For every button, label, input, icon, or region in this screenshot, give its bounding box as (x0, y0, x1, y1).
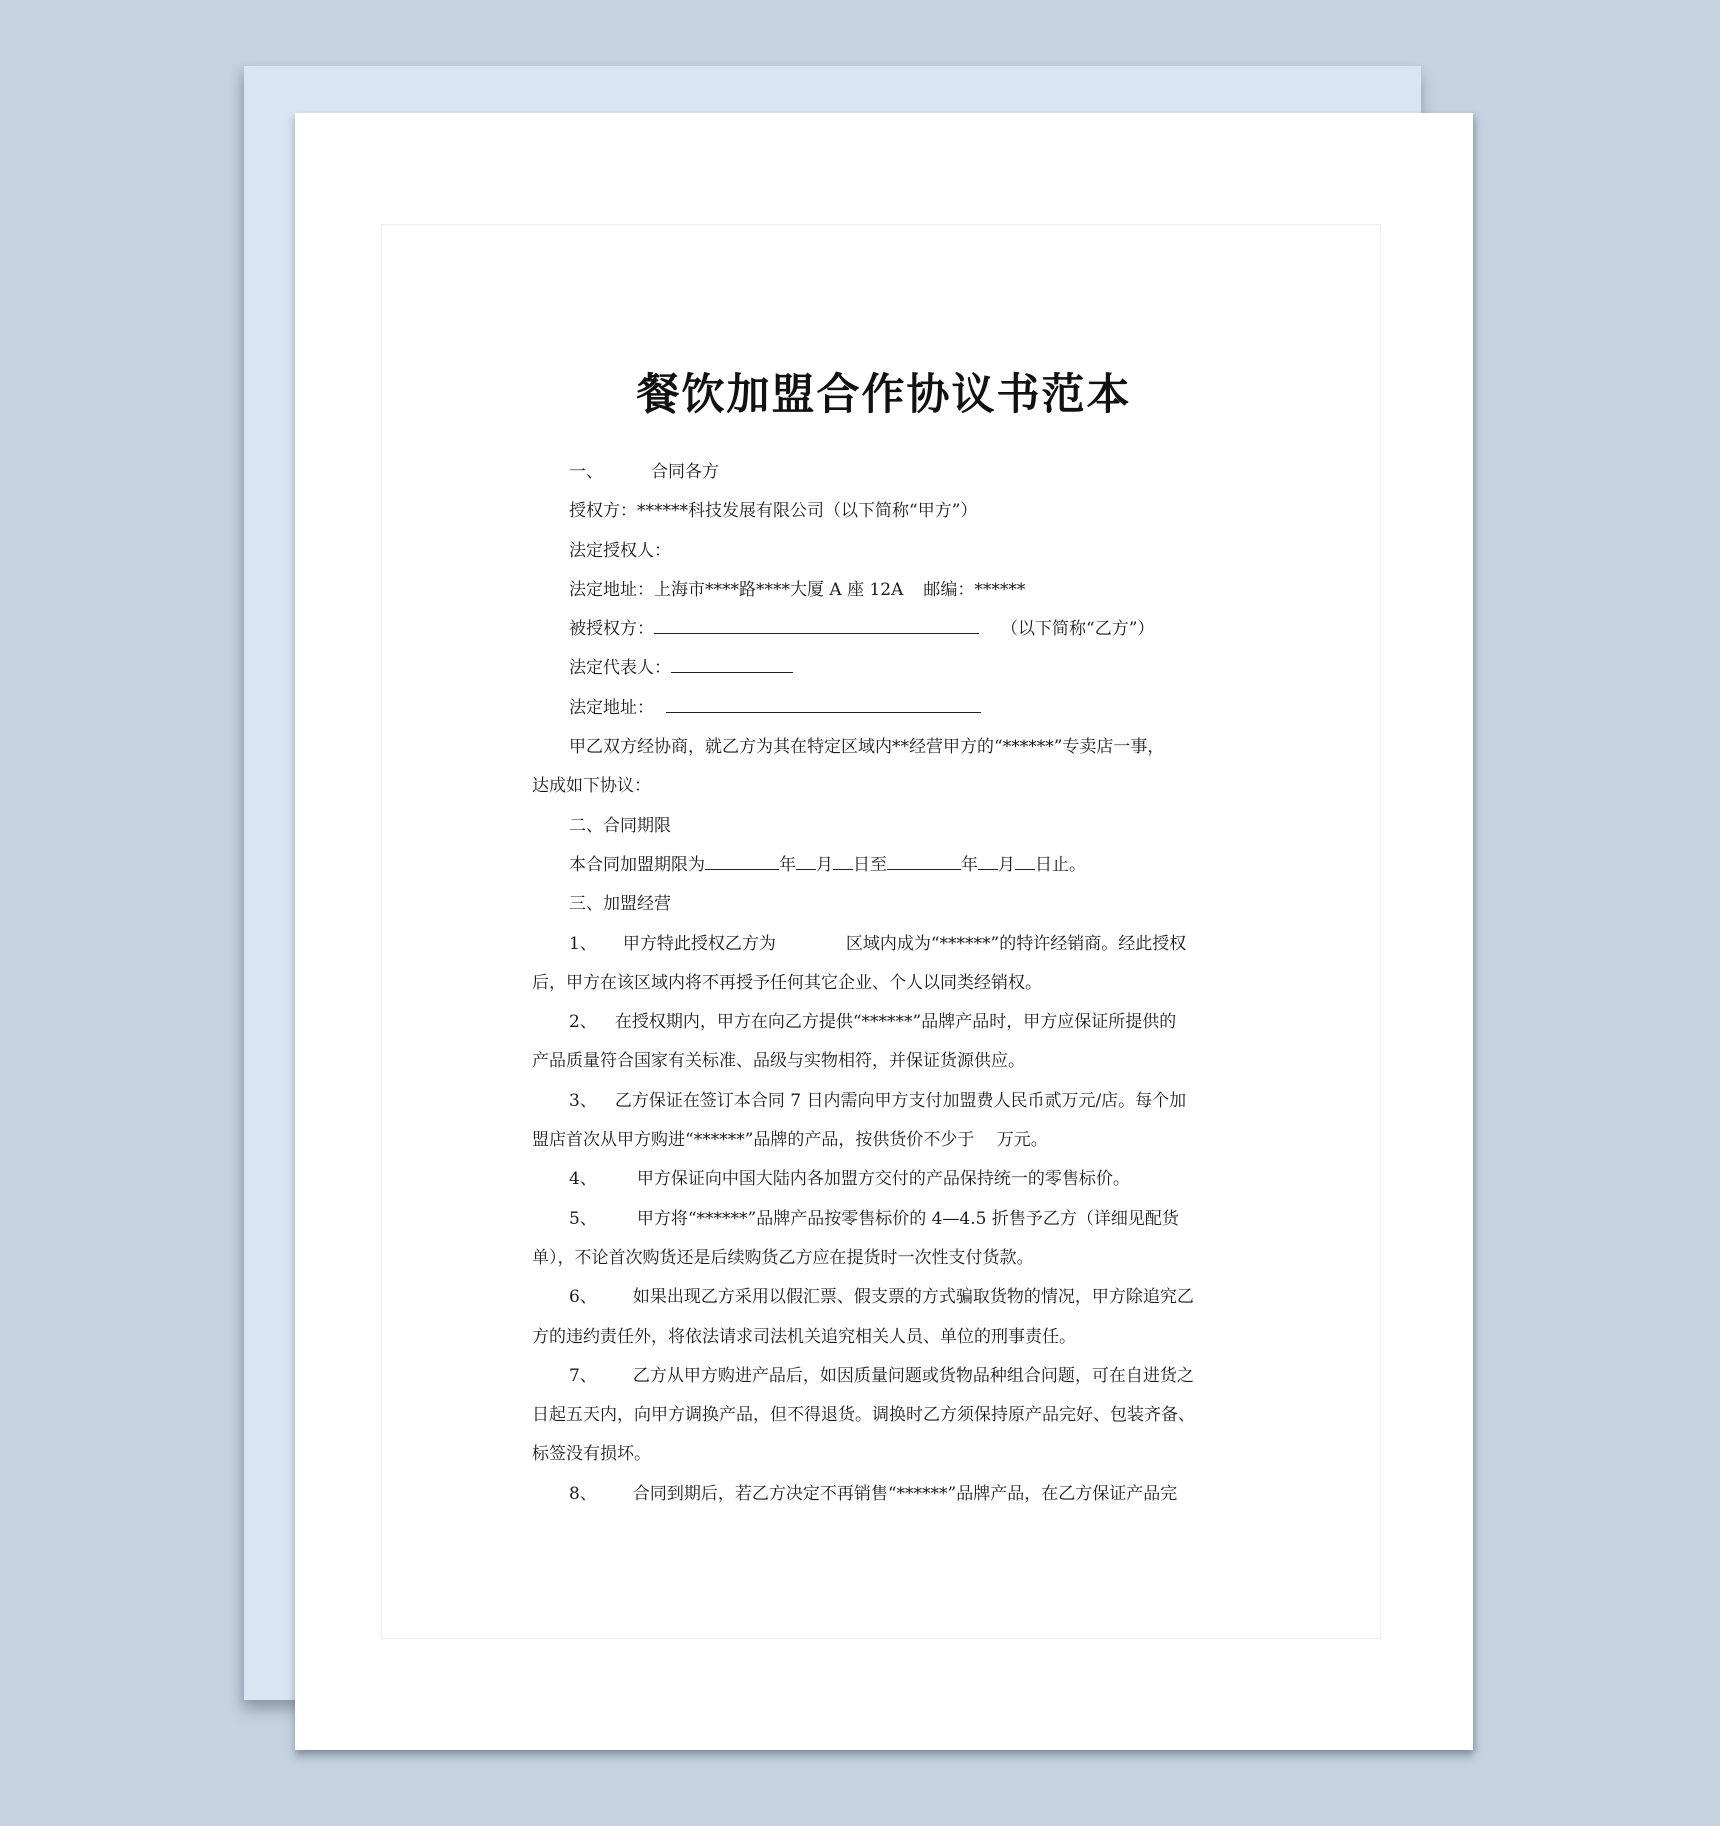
legal-authorizer-line: 法定授权人： (569, 540, 671, 561)
clause-6-line-2: 方的违约责任外，将依法请求司法机关追究相关人员、单位的刑事责任。 (532, 1326, 1076, 1347)
clause-text: 如果出现乙方采用以假汇票、假支票的方式骗取货物的情况，甲方除追究乙 (632, 1287, 1194, 1308)
preamble-line-2: 达成如下协议： (532, 776, 651, 797)
section-title: 合同各方 (651, 462, 719, 482)
term-prefix: 本合同加盟期限为 (569, 854, 705, 875)
start-month-blank (796, 851, 816, 870)
year-label: 年 (779, 854, 796, 875)
document-page (295, 113, 1473, 1750)
legal-rep-blank (671, 654, 793, 673)
licensee-suffix: （以下简称“乙方”） (1001, 619, 1155, 640)
clause-number: 5、 (569, 1208, 597, 1229)
licensee-blank (654, 615, 979, 634)
document-title: 餐饮加盟合作协议书范本 (636, 370, 1132, 420)
clause-7-line-1 (532, 1357, 1232, 1396)
clause-1-line-2: 后，甲方在该区域内将不再授予任何其它企业、个人以同类经销权。 (532, 972, 1042, 993)
legal-rep-label: 法定代表人： (569, 658, 671, 679)
legal-rep-line (532, 649, 1232, 688)
month-label: 月 (998, 854, 1015, 875)
clause-text: 合同到期后，若乙方决定不再销售“******”品牌产品，在乙方保证产品完 (632, 1483, 1178, 1504)
clause-number: 3、 (569, 1090, 597, 1111)
clause-text: 乙方从甲方购进产品后，如因质量问题或货物品种组合问题，可在自进货之 (632, 1365, 1194, 1386)
day-end-label: 日止。 (1035, 854, 1086, 875)
clause-text: 甲方特此授权乙方为 (622, 933, 776, 954)
clause-number: 7、 (569, 1365, 597, 1386)
section-number: 一、 (569, 462, 603, 482)
day-to-label: 日至 (853, 854, 887, 875)
clause-number: 6、 (569, 1287, 597, 1308)
start-year-blank (705, 851, 779, 870)
clause-8-line-1 (532, 1475, 1232, 1514)
address2-label: 法定地址： (569, 697, 654, 718)
clause-3-line-2: 盟店首次从甲方购进“******”品牌的产品，按供货价不少于 万元。 (532, 1130, 1048, 1151)
clause-2-line-2: 产品质量符合国家有关标准、品级与实物相符，并保证货源供应。 (532, 1051, 1025, 1072)
clause-text: 乙方保证在签订本合同 7 日内需向甲方支付加盟费人民币贰万元/店。每个加 (614, 1090, 1187, 1111)
section-heading-2: 二、合同期限 (569, 815, 671, 836)
clause-2-line-1 (532, 1003, 1232, 1042)
postcode-text: 邮编：****** (923, 579, 1026, 600)
licensee-label: 被授权方： (569, 619, 654, 640)
section-heading-3: 三、加盟经营 (569, 894, 671, 915)
clause-5-line-2: 单），不论首次购货还是后续购货乙方应在提货时一次性支付货款。 (532, 1247, 1034, 1268)
licensee-line (532, 610, 1232, 649)
clause-text: 区域内成为“******”的特许经销商。经此授权 (845, 933, 1187, 954)
document-body (532, 453, 1232, 1514)
start-day-blank (833, 851, 853, 870)
clause-text: 甲方将“******”品牌产品按零售标价的 4—4.5 折售予乙方（详细见配货 (636, 1208, 1179, 1229)
clause-number: 4、 (569, 1169, 597, 1190)
clause-7-line-2: 日起五天内，向甲方调换产品，但不得退货。调换时乙方须保持原产品完好、包装齐备、 (532, 1405, 1195, 1426)
clause-4-line-1 (532, 1160, 1232, 1199)
preamble-line-1: 甲乙双方经协商，就乙方为其在特定区域内**经营甲方的“******”专卖店一事， (569, 737, 1165, 758)
year-label: 年 (961, 854, 978, 875)
end-day-blank (1015, 851, 1035, 870)
section-heading-1 (532, 453, 1232, 492)
clause-3-line-1 (532, 1082, 1232, 1121)
clause-number: 1、 (569, 933, 597, 954)
licensor-line: 授权方：******科技发展有限公司（以下简称“甲方”） (569, 501, 978, 522)
end-year-blank (887, 851, 961, 870)
clause-number: 8、 (569, 1483, 597, 1504)
term-line (532, 846, 1232, 885)
clause-number: 2、 (569, 1012, 597, 1033)
end-month-blank (978, 851, 998, 870)
address-text: 法定地址：上海市****路****大厦 A 座 12A (569, 579, 904, 600)
address2-line (532, 689, 1232, 728)
clause-text: 在授权期内，甲方在向乙方提供“******”品牌产品时，甲方应保证所提供的 (614, 1012, 1177, 1033)
month-label: 月 (816, 854, 833, 875)
clause-1-line-1 (532, 925, 1232, 964)
address2-blank (666, 694, 981, 713)
clause-7-line-3: 标签没有损坏。 (532, 1444, 651, 1465)
clause-6-line-1 (532, 1278, 1232, 1317)
clause-text: 甲方保证向中国大陆内各加盟方交付的产品保持统一的零售标价。 (636, 1169, 1130, 1190)
address-line (532, 571, 1232, 610)
clause-5-line-1 (532, 1200, 1232, 1239)
